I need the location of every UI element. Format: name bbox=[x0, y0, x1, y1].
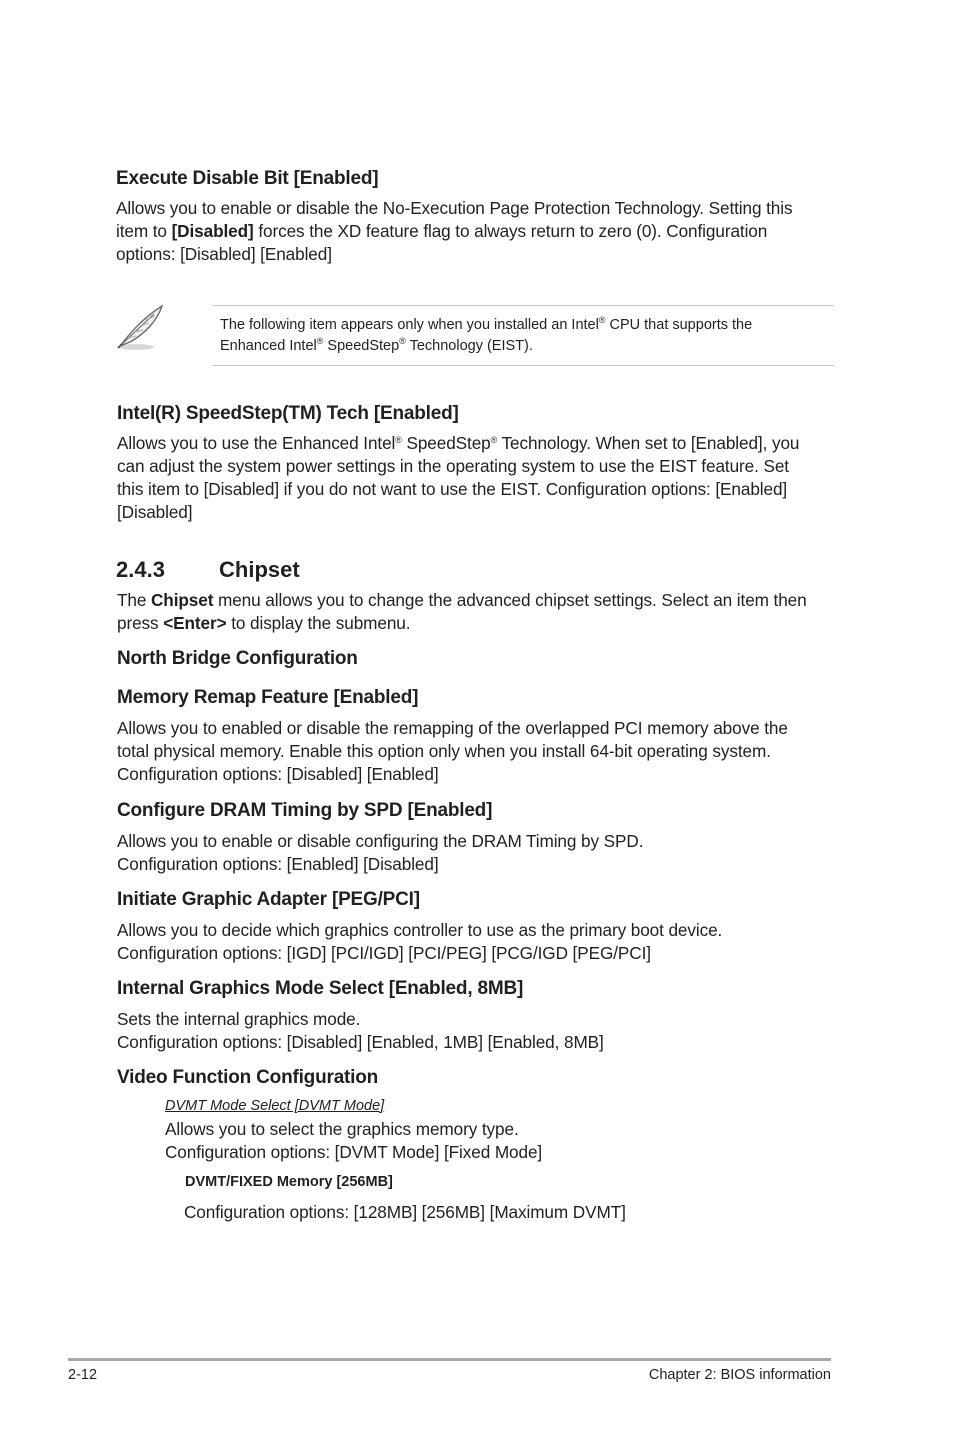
chapter-title: Chapter 2: BIOS information bbox=[648, 1367, 831, 1383]
graphic-adapter-description: Allows you to decide which graphics controller to use as the primary boot device. Configuration options: [IGD] [PCI/IGD] [PCI/PEG] [PCG/IGD [PEG/PCI] bbox=[117, 920, 723, 963]
section-number: 2.4.3 bbox=[116, 557, 165, 582]
quill-pen-icon bbox=[114, 300, 168, 354]
dvmt-fixed-description: Configuration options: [128MB] [256MB] [Maximum DVMT] bbox=[184, 1202, 626, 1222]
memory-remap-heading: Memory Remap Feature [Enabled] bbox=[117, 687, 419, 708]
graphic-adapter-heading: Initiate Graphic Adapter [PEG/PCI] bbox=[117, 889, 420, 910]
dvmt-mode-description: Allows you to select the graphics memory type. Configuration options: [DVMT Mode] [Fixed Mode] bbox=[165, 1119, 543, 1162]
page-number: 2-12 bbox=[68, 1367, 98, 1383]
video-function-heading: Video Function Configuration bbox=[117, 1067, 379, 1088]
memory-remap-description: Allows you to enabled or disable the remapping of the overlapped PCI memory above the total physical memory. Enable this option only when you install 64-bit operating system. Configuration options: [Disabled] [Enabled] bbox=[117, 718, 788, 784]
speedstep-description: Allows you to use the Enhanced Intel® SpeedStep® Technology. When set to [Enabled], you can adjust the system power settings in the operating system to use the EIST feature. Set this item to [Disabled] if you do not want to use the EIST. Configuration options: [Enabled] [Disabled] bbox=[117, 433, 800, 522]
note-text: The following item appears only when you installed an Intel® CPU that supports the Enhanced Intel® SpeedStep® Technology (EIST). bbox=[220, 315, 753, 354]
execute-disable-description: Allows you to enable or disable the No-Execution Page Protection Technology. Setting this item to [Disabled] forces the XD feature flag to always return to zero (0). Configuration options: [Disabled] [Enabled] bbox=[116, 198, 793, 264]
note-bottom-rule bbox=[212, 365, 834, 366]
section-title: Chipset bbox=[219, 557, 300, 582]
north-bridge-heading: North Bridge Configuration bbox=[117, 648, 358, 669]
dvmt-mode-heading: DVMT Mode Select [DVMT Mode] bbox=[165, 1098, 385, 1114]
dram-timing-description: Allows you to enable or disable configuring the DRAM Timing by SPD. Configuration options: [Enabled] [Disabled] bbox=[117, 831, 644, 874]
note-top-rule bbox=[212, 305, 834, 306]
execute-disable-heading: Execute Disable Bit [Enabled] bbox=[116, 168, 379, 189]
chipset-description: The Chipset menu allows you to change the advanced chipset settings. Select an item then press <Enter> to display the submenu. bbox=[117, 590, 807, 633]
speedstep-heading: Intel(R) SpeedStep(TM) Tech [Enabled] bbox=[117, 403, 459, 424]
footer-rule bbox=[68, 1358, 831, 1361]
internal-graphics-description: Sets the internal graphics mode. Configuration options: [Disabled] [Enabled, 1MB] [Enabled, 8MB] bbox=[117, 1009, 604, 1052]
dram-timing-heading: Configure DRAM Timing by SPD [Enabled] bbox=[117, 800, 493, 821]
dvmt-fixed-heading: DVMT/FIXED Memory [256MB] bbox=[185, 1174, 393, 1190]
internal-graphics-heading: Internal Graphics Mode Select [Enabled, 8MB] bbox=[117, 978, 524, 999]
